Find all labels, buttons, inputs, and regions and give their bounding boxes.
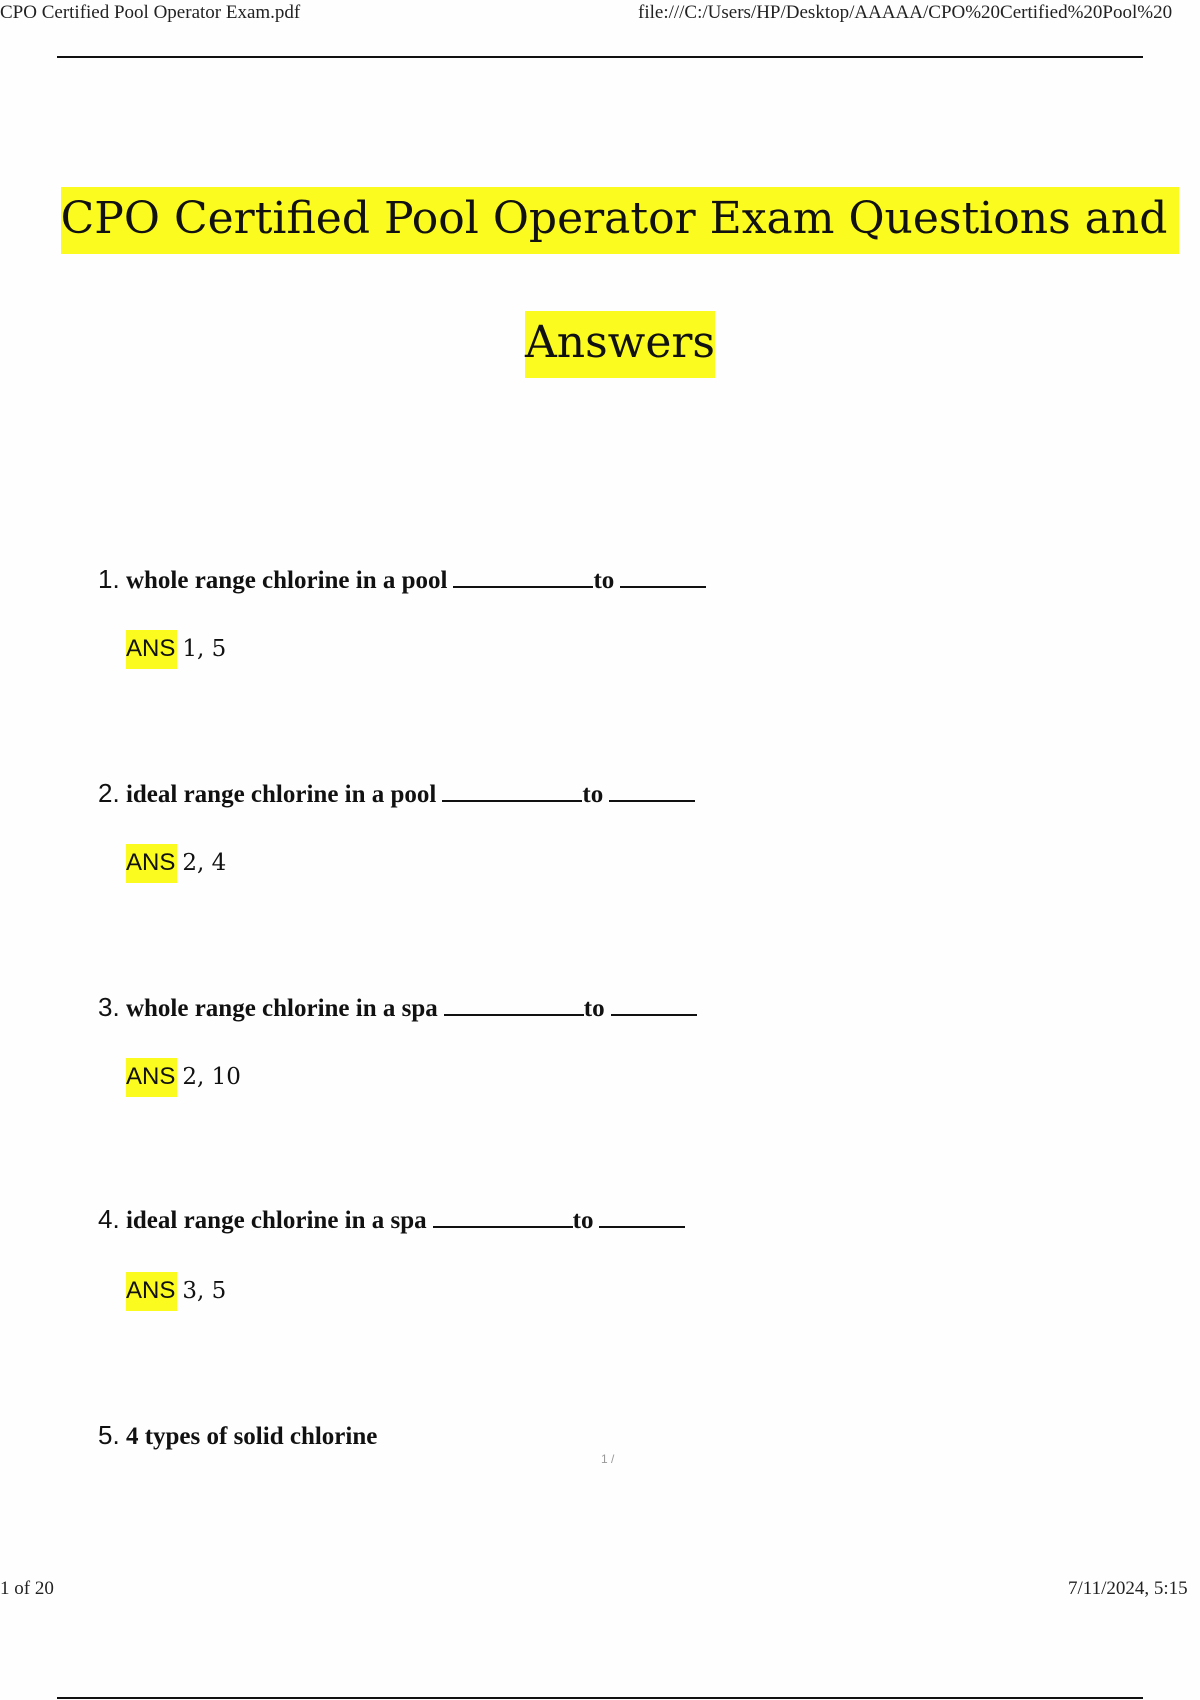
answer-blank [433, 1208, 573, 1228]
question-2 [98, 778, 695, 809]
question-text: 4 types of solid chlorine [125, 1423, 378, 1450]
question-connector: to [572, 1207, 594, 1234]
answer-blank [620, 568, 706, 588]
document-title-line2 [0, 317, 1200, 368]
print-footer-timestamp: 7/11/2024, 5:15 [1068, 1578, 1188, 1599]
ans-label: ANS [126, 1272, 177, 1311]
question-5 [98, 1420, 377, 1451]
answer-blank [442, 782, 582, 802]
ans-label: ANS [126, 630, 177, 669]
answer-blank [444, 996, 584, 1016]
question-text: whole range chlorine in a spa [125, 995, 438, 1022]
question-number: 4. [98, 1204, 120, 1234]
answer-3 [126, 1063, 241, 1091]
question-number: 3. [98, 992, 120, 1022]
page-number-mark: 1 / [601, 1452, 615, 1466]
document-title-line1 [0, 193, 1200, 244]
question-number: 1. [98, 564, 120, 594]
answer-blank [599, 1208, 685, 1228]
question-number: 2. [98, 778, 120, 808]
answer-1 [126, 635, 226, 663]
question-text: ideal range chlorine in a spa [125, 1207, 427, 1234]
question-number: 5. [98, 1420, 120, 1450]
answer-blank [609, 782, 695, 802]
print-header-file-title: CPO Certified Pool Operator Exam.pdf [0, 2, 301, 23]
ans-label: ANS [126, 1058, 177, 1097]
question-1 [98, 564, 706, 595]
answer-2 [126, 849, 226, 877]
header-divider [57, 56, 1143, 58]
question-3 [98, 992, 697, 1023]
question-connector: to [582, 781, 604, 808]
ans-value: 1, 5 [182, 636, 227, 662]
print-header-file-url: file:///C:/Users/HP/Desktop/AAAAA/CPO%20Certified%20Pool%20 [638, 2, 1173, 23]
answer-blank [453, 568, 593, 588]
answer-4 [126, 1277, 226, 1305]
question-connector: to [583, 995, 605, 1022]
title-highlight-2: Answers [525, 311, 715, 378]
question-4 [98, 1204, 685, 1235]
footer-divider [57, 1697, 1143, 1699]
print-footer-page-count: 1 of 20 [0, 1578, 54, 1599]
ans-label: ANS [126, 844, 177, 883]
ans-value: 2, 4 [182, 850, 227, 876]
title-highlight-1: CPO Certified Pool Operator Exam Questions and [61, 187, 1180, 254]
ans-value: 3, 5 [182, 1278, 227, 1304]
question-connector: to [593, 567, 615, 594]
question-text: ideal range chlorine in a pool [125, 781, 437, 808]
ans-value: 2, 10 [182, 1064, 241, 1090]
question-text: whole range chlorine in a pool [125, 567, 448, 594]
answer-blank [611, 996, 697, 1016]
